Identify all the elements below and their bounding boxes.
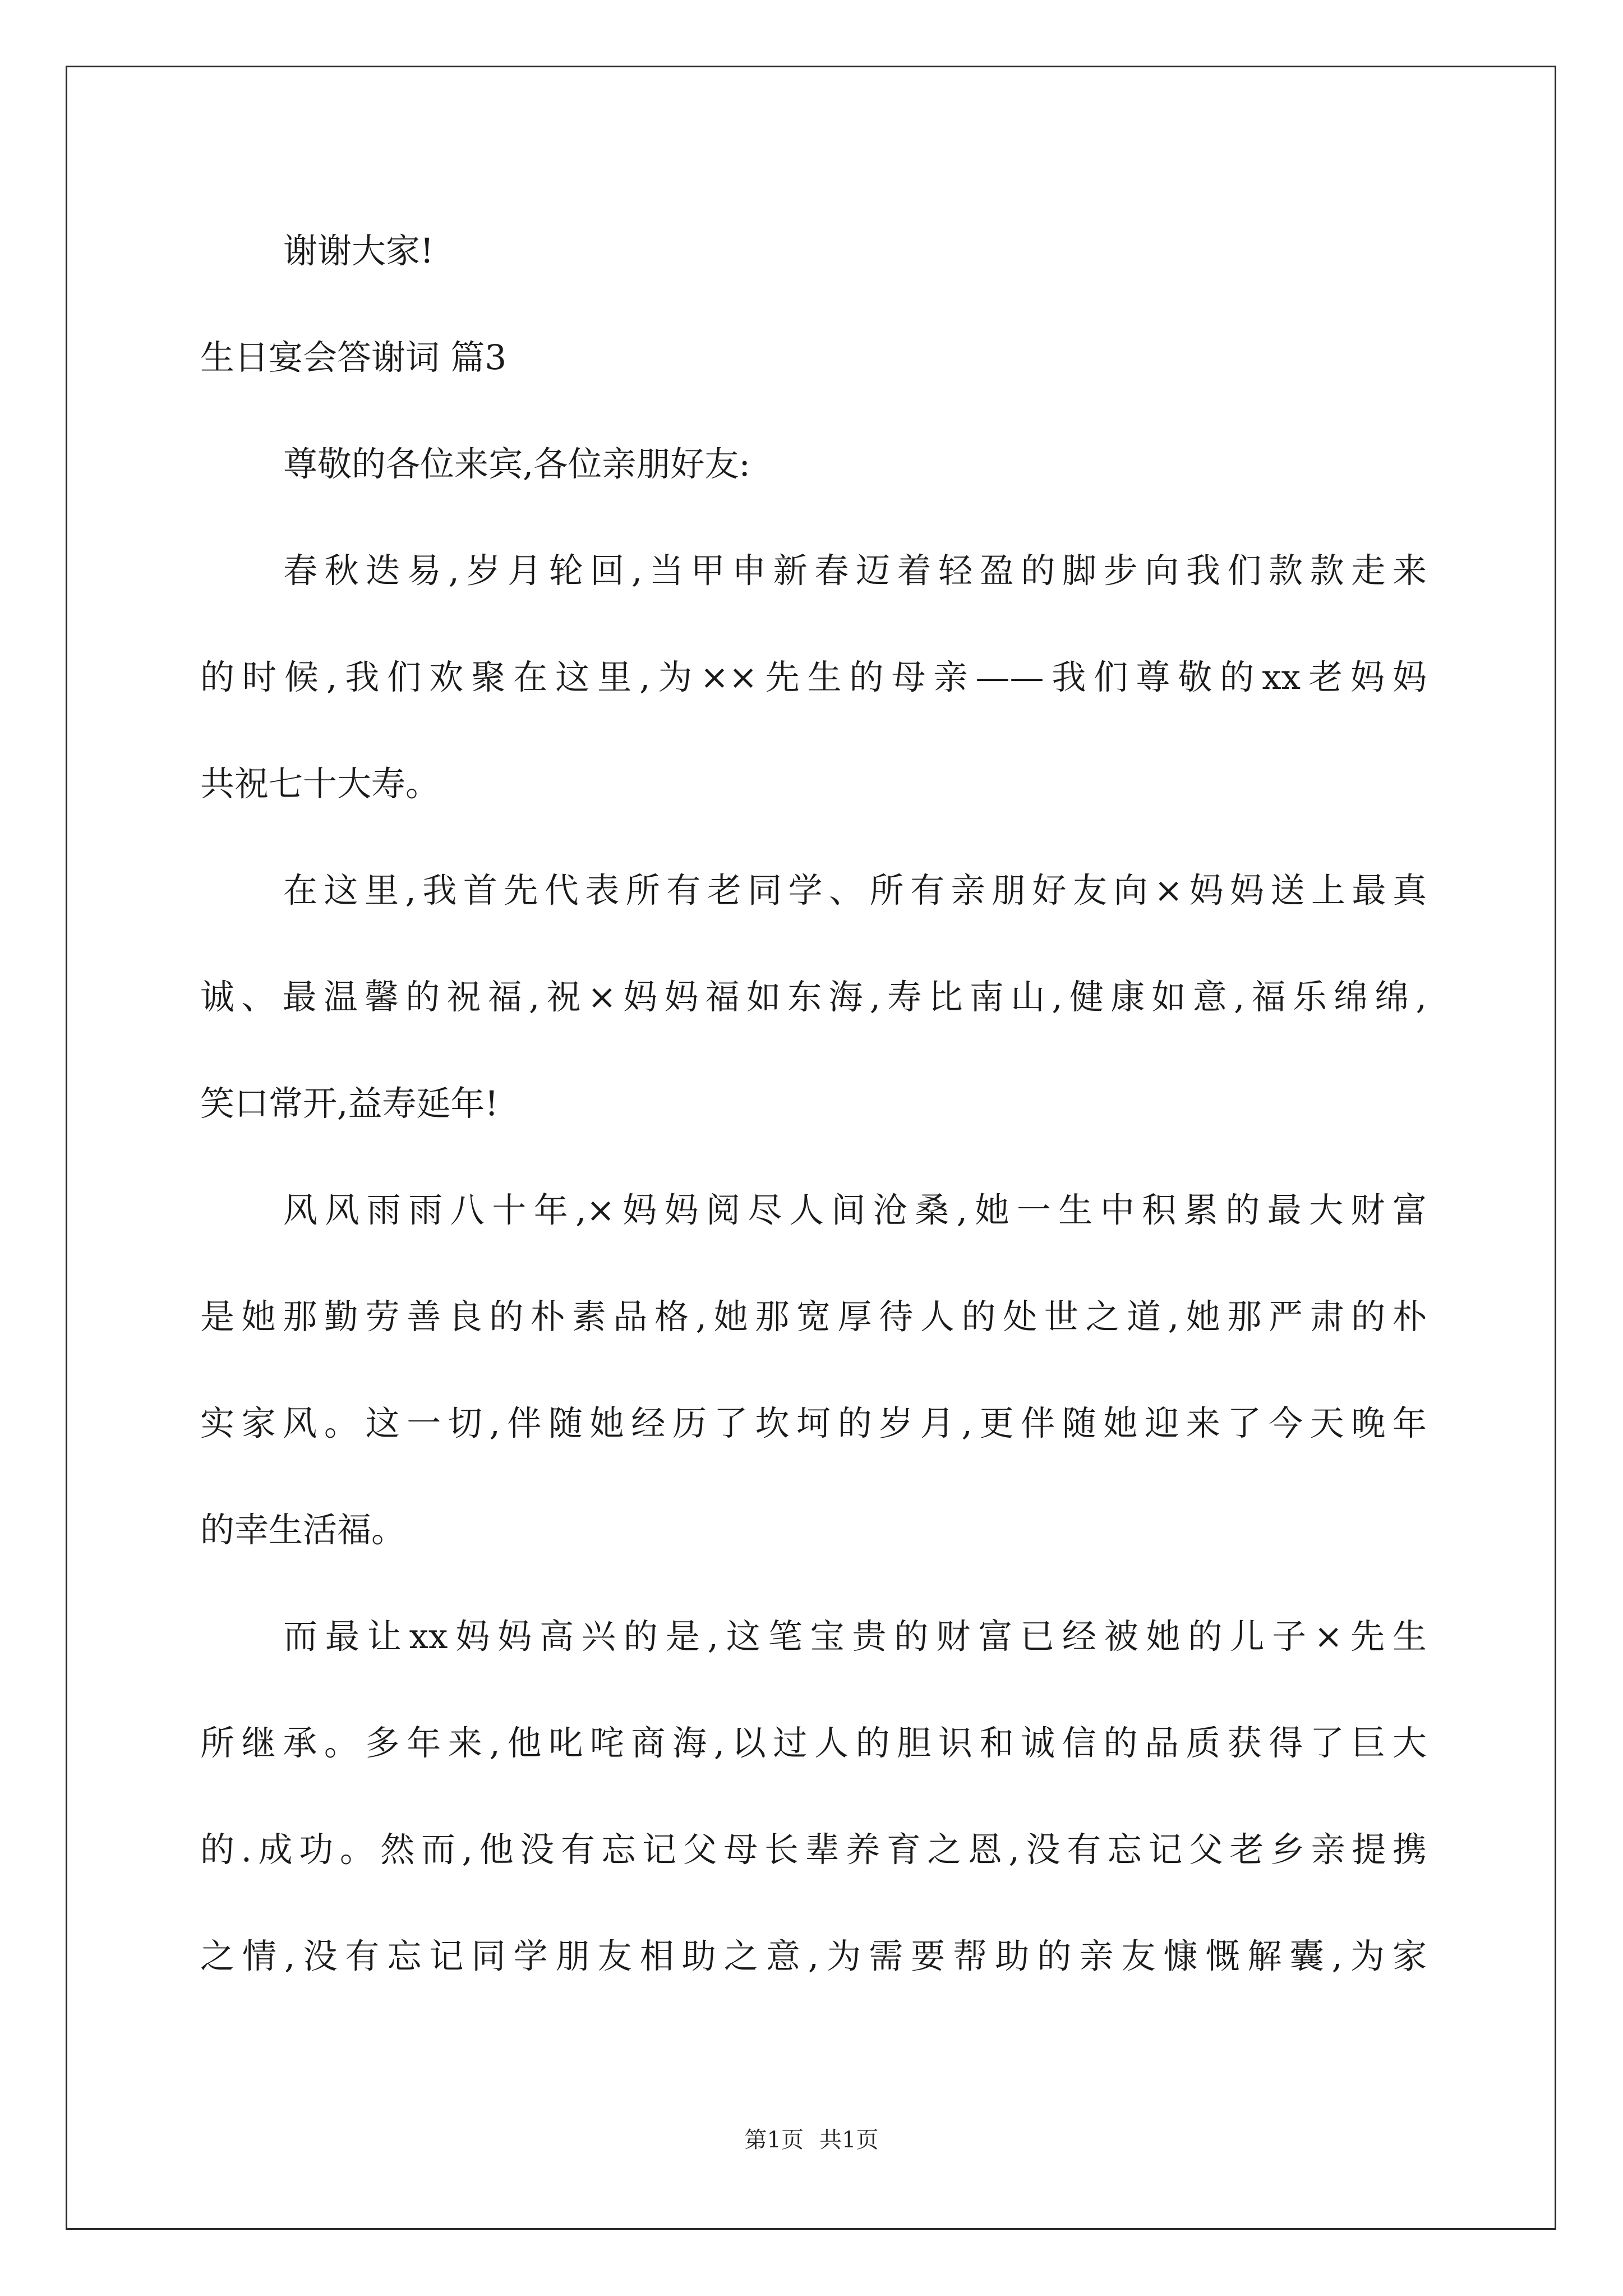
paragraph-line: 实家风。这一切,伴随她经历了坎坷的岁月,更伴随她迎来了今天晚年 — [200, 1404, 1427, 1443]
page-total: 共1页 — [819, 2127, 879, 2153]
paragraph-line: 共祝七十大寿。 — [200, 764, 440, 804]
section-heading: 生日宴会答谢词 篇3 — [200, 338, 507, 378]
paragraph-line: 春秋迭易,岁月轮回,当甲申新春迈着轻盈的脚步向我们款款走来 — [283, 551, 1427, 591]
page-number: 第1页 — [744, 2127, 804, 2153]
paragraph-line: 的幸生活福。 — [200, 1510, 406, 1550]
closing-line: 谢谢大家! — [283, 231, 434, 271]
page-border — [66, 66, 1556, 2230]
paragraph-line: 诚、最温馨的祝福,祝×妈妈福如东海,寿比南山,健康如意,福乐绵绵, — [200, 977, 1427, 1017]
salutation: 尊敬的各位来宾,各位亲朋好友: — [283, 444, 750, 484]
paragraph-line: 而最让xx妈妈高兴的是,这笔宝贵的财富已经被她的儿子×先生 — [283, 1617, 1427, 1657]
paragraph-line: 的.成功。然而,他没有忘记父母长辈养育之恩,没有忘记父老乡亲提携 — [200, 1830, 1427, 1870]
paragraph-line: 笑口常开,益寿延年! — [200, 1084, 499, 1124]
page-footer — [0, 2126, 1623, 2154]
paragraph-line: 所继承。多年来,他叱咤商海,以过人的胆识和诚信的品质获得了巨大 — [200, 1723, 1427, 1763]
paragraph-line: 在这里,我首先代表所有老同学、所有亲朋好友向×妈妈送上最真 — [283, 871, 1427, 910]
paragraph-line: 是她那勤劳善良的朴素品格,她那宽厚待人的处世之道,她那严肃的朴 — [200, 1297, 1427, 1337]
paragraph-line: 风风雨雨八十年,×妈妈阅尽人间沧桑,她一生中积累的最大财富 — [283, 1190, 1427, 1230]
paragraph-line: 的时候,我们欢聚在这里,为××先生的母亲——我们尊敬的xx老妈妈 — [200, 657, 1427, 697]
paragraph-line: 之情,没有忘记同学朋友相助之意,为需要帮助的亲友慷慨解囊,为家 — [200, 1936, 1427, 1976]
